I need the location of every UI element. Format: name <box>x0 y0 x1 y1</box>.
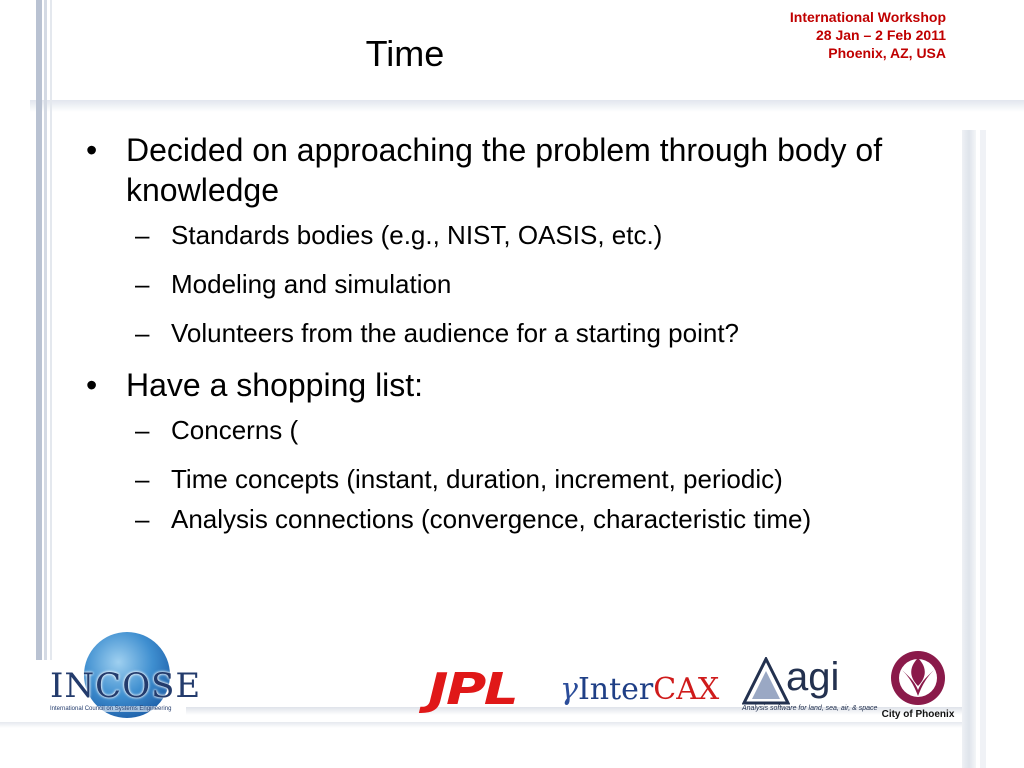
sub-bullet-text: Volunteers from the audience for a starting point? <box>171 318 740 348</box>
event-name: International Workshop <box>789 9 946 25</box>
slide-body <box>82 130 952 542</box>
slide-title: Time <box>365 33 445 74</box>
phoenix-wordmark: City of Phoenix <box>881 709 955 720</box>
dash-marker: – <box>135 318 150 348</box>
left-frame-bar-thin <box>50 0 52 660</box>
incose-logo <box>40 630 202 720</box>
left-frame-bar <box>36 0 42 660</box>
sub-bullet-item <box>82 413 952 447</box>
dash-marker: – <box>135 220 150 250</box>
left-frame-bar-inner <box>44 0 47 660</box>
event-location: Phoenix, AZ, USA <box>828 45 946 61</box>
bullet-item <box>82 365 952 405</box>
sub-bullet-text: Standards bodies (e.g., NIST, OASIS, etc.) <box>171 220 663 250</box>
intercax-word-inter: Inter <box>577 672 654 707</box>
sub-bullet-item <box>82 218 952 252</box>
bullet-item <box>82 130 952 210</box>
sub-bullet-item <box>82 462 952 496</box>
bullet-marker: • <box>86 132 98 168</box>
sub-bullet-item <box>82 502 952 536</box>
sub-bullet-text: Concerns ( <box>171 415 299 445</box>
dash-marker: – <box>135 504 150 534</box>
agi-tagline: Analysis software for land, sea, air, & space <box>742 705 878 712</box>
agi-wordmark: agi <box>786 655 840 699</box>
bullet-text: Decided on approaching the problem through body of knowledge <box>126 132 883 208</box>
sub-bullet-item <box>82 267 952 301</box>
sub-bullet-item <box>82 316 952 350</box>
intercax-word-cax: CAX <box>653 672 720 707</box>
intercax-logo <box>560 670 719 710</box>
sub-bullet-text: Modeling and simulation <box>171 269 452 299</box>
bullet-text: Have a shopping list: <box>126 367 424 403</box>
agi-triangle-icon <box>742 657 790 705</box>
footer-rule-lower <box>0 722 962 728</box>
dash-marker: – <box>135 269 150 299</box>
dash-marker: – <box>135 415 150 445</box>
sub-bullet-text: Analysis connections (convergence, characteristic time) <box>171 504 812 534</box>
incose-wordmark: INCOSE <box>50 666 202 706</box>
header-rule <box>30 100 1024 112</box>
right-frame-bar-thin <box>980 130 986 768</box>
event-info <box>790 8 946 62</box>
dash-marker: – <box>135 464 150 494</box>
right-frame-bar <box>962 130 976 768</box>
event-dates: 28 Jan – 2 Feb 2011 <box>816 27 946 43</box>
bullet-marker: • <box>86 367 98 403</box>
incose-subtitle: International Council on Systems Engineering <box>50 706 172 712</box>
phoenix-bird-icon <box>872 646 964 708</box>
jpl-logo: JPL <box>428 664 517 715</box>
agi-logo <box>742 655 878 721</box>
intercax-symbol-icon: γ <box>560 672 578 707</box>
city-of-phoenix-logo <box>872 646 964 722</box>
sub-bullet-text: Time concepts (instant, duration, increment, periodic) <box>171 464 783 494</box>
